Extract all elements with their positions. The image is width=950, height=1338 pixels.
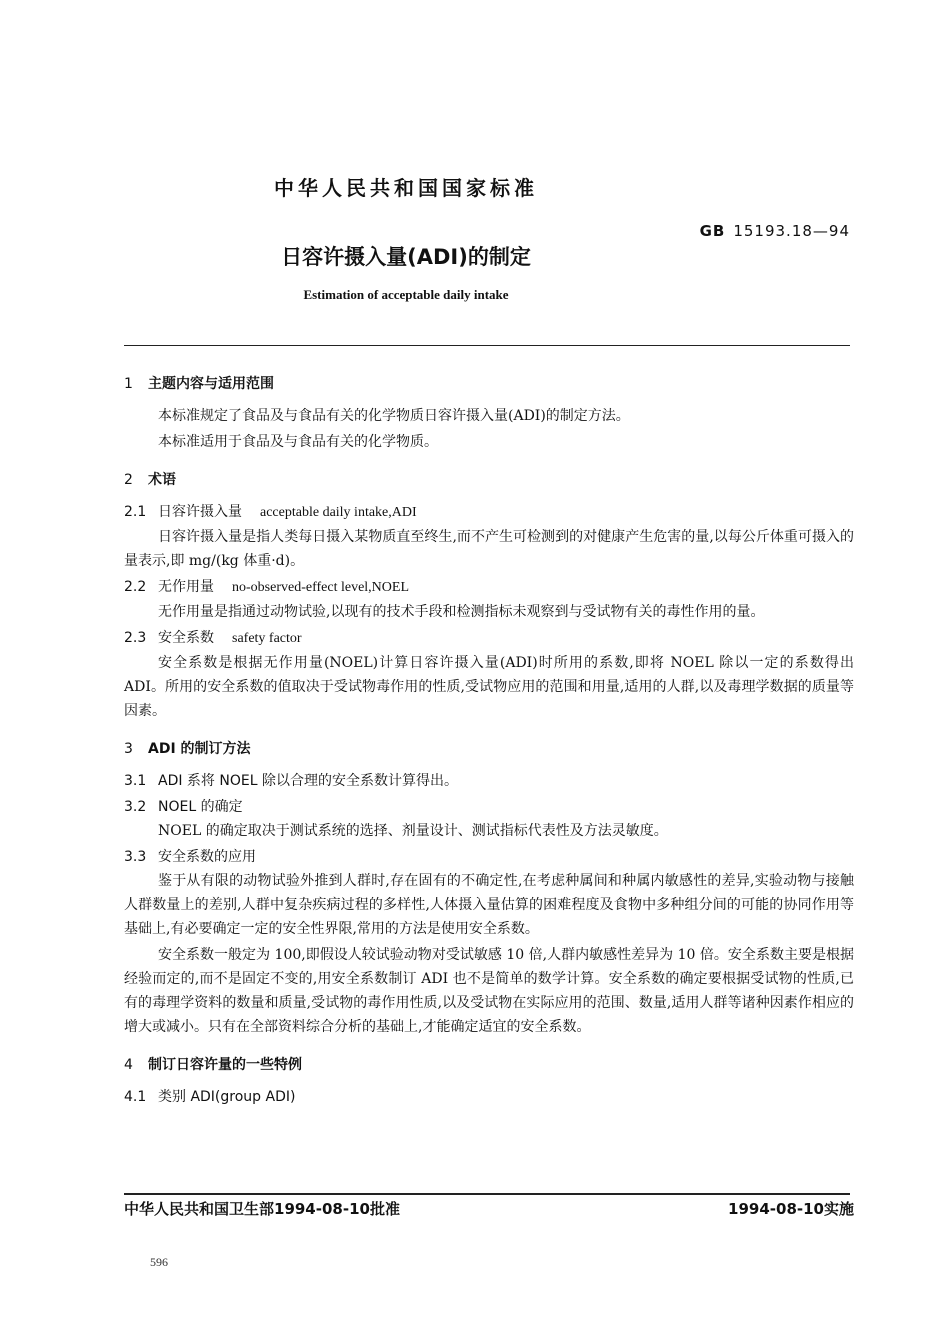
subsection-number: 2.3 [124,630,147,646]
subsection-2-2-heading [124,575,854,600]
subsection-3-2-paragraph: NOEL 的确定取决于测试系统的选择、剂量设计、测试指标代表性及方法灵敏度。 [158,823,668,839]
section-1-heading [124,372,854,396]
section-title: ADI 的制订方法 [148,741,251,757]
section-4-heading [124,1053,854,1077]
section-1-paragraph-2: 本标准适用于食品及与食品有关的化学物质。 [158,434,438,450]
subsection-number: 2.2 [124,579,147,595]
subsection-2-3-paragraph: 安全系数是根据无作用量(NOEL)计算日容许摄入量(ADI)时所用的系数,即将 NOEL 除以一定的系数得出 ADI。所用的安全系数的值取决于受试物毒作用的性质,受试物应用的范围和用量,适用的人群,以及毒理学数据的质量等因素。 [124,655,854,719]
subsection-number: 2.1 [124,504,147,520]
approval-line: 中华人民共和国卫生部1994-08-10批准 [124,1200,400,1218]
subsection-title: 安全系数的应用 [158,849,256,865]
subsection-3-3-paragraph-2: 安全系数一般定为 100,即假设人较试验动物对受试敏感 10 倍,人群内敏感性差异为 10 倍。安全系数主要是根据经验而定的,而不是固定不变的,用安全系数制订 ADI 也不是简单的数学计算。安全系数的确定要根据受试物的性质,已有的毒理学资料的数量和质量,受试物的毒作用性质,以及受试物在实际应用的范围、数量,适用人群等诸种因素作相应的增大或减小。只有在全部资料综合分析的基础上,才能确定适宜的安全系数。 [124,947,854,1035]
subsection-number: 3.3 [124,849,147,865]
header-divider [124,345,850,346]
subsection-2-1-heading [124,500,854,525]
subsection-3-3-heading [124,845,854,869]
code-prefix: GB [699,222,726,240]
section-title: 主题内容与适用范围 [148,376,274,392]
subsection-2-3-heading [124,626,854,651]
term-en: safety factor [232,631,302,646]
section-number: 2 [124,472,133,488]
section-title: 术语 [148,472,176,488]
section-number: 3 [124,741,133,757]
section-1-paragraph-1: 本标准规定了食品及与食品有关的化学物质日容许摄入量(ADI)的制定方法。 [158,408,630,424]
standard-code [700,222,850,240]
subsection-3-1 [124,769,854,793]
effective-date-line: 1994-08-10实施 [728,1200,854,1218]
term-cn: 无作用量 [158,579,214,595]
subsection-4-1 [124,1085,854,1109]
section-3-heading [124,737,854,761]
subsection-2-1-paragraph: 日容许摄入量是指人类每日摄入某物质直至终生,而不产生可检测到的对健康产生危害的量,以每公斤体重可摄入的量表示,即 mg/(kg 体重·d)。 [124,529,854,569]
subsection-3-2-heading [124,795,854,819]
subsection-title: NOEL 的确定 [158,799,243,815]
document-title-english: Estimation of acceptable daily intake [303,287,509,302]
term-cn: 日容许摄入量 [158,504,242,520]
subsection-number: 4.1 [124,1089,147,1105]
term-en: acceptable daily intake,ADI [260,505,417,520]
subsection-number: 3.1 [124,773,147,789]
subsection-text: ADI 系将 NOEL 除以合理的安全系数计算得出。 [158,773,458,789]
standard-type-heading: 中华人民共和国国家标准 [274,176,538,200]
document-title: 日容许摄入量(ADI)的制定 [281,245,531,269]
section-number: 4 [124,1057,133,1073]
subsection-number: 3.2 [124,799,147,815]
subsection-text: 类别 ADI(group ADI) [158,1089,296,1105]
term-en: no-observed-effect level,NOEL [232,580,409,595]
footer-divider [124,1193,850,1195]
document-body [124,366,854,1109]
page-number: 596 [150,1255,168,1269]
subsection-2-2-paragraph: 无作用量是指通过动物试验,以现有的技术手段和检测指标未观察到与受试物有关的毒性作用的量。 [158,604,765,620]
subsection-3-3-paragraph-1: 鉴于从有限的动物试验外推到人群时,存在固有的不确定性,在考虑种属间和种属内敏感性的差异,实验动物与接触人群数量上的差别,人群中复杂疾病过程的多样性,人体摄入量估算的困难程度及食物中多种组分间的可能的协同作用等基础上,有必要确定一定的安全性界限,常用的方法是使用安全系数。 [124,873,854,937]
term-cn: 安全系数 [158,630,214,646]
section-2-heading [124,468,854,492]
section-number: 1 [124,376,133,392]
section-title: 制订日容许量的一些特例 [148,1057,302,1073]
code-number: 15193.18—94 [733,222,850,240]
